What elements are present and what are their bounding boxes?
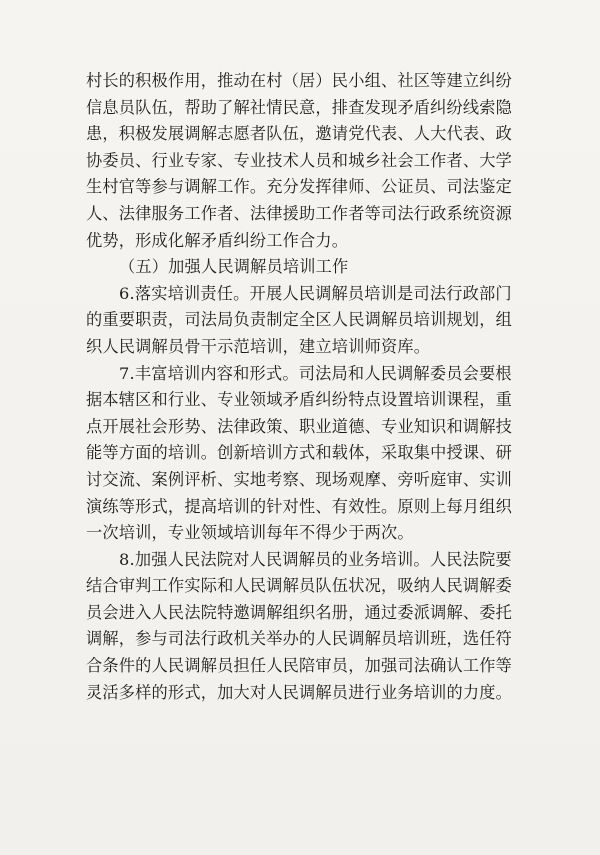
document-text-line: 点开展社会形势、法律政策、职业道德、专业知识和调解技 bbox=[86, 416, 513, 436]
document-text-line: 生村官等参与调解工作。充分发挥律师、公证员、司法鉴定 bbox=[86, 177, 513, 197]
document-text-line: 演练等形式，提高培训的针对性、有效性。原则上每月组织 bbox=[86, 496, 513, 516]
document-text-line: 患，积极发展调解志愿者队伍，邀请党代表、人大代表、政 bbox=[86, 124, 513, 144]
document-body-text bbox=[86, 68, 516, 706]
document-text-line: 6.落实培训责任。开展人民调解员培训是司法行政部门 bbox=[119, 283, 512, 303]
document-text-line: 人、法律服务工作者、法律援助工作者等司法行政系统资源 bbox=[86, 203, 513, 223]
document-text-line: 一次培训，专业领域培训每年不得少于两次。 bbox=[86, 523, 414, 543]
document-text-line: 结合审判工作实际和人民调解员队伍状况，吸纳人民调解委 bbox=[86, 576, 513, 596]
document-text-line: 调解，参与司法行政机关举办的人民调解员培训班，选任符 bbox=[86, 629, 513, 649]
document-text-line: 讨交流、案例评析、实地考察、现场观摩、旁听庭审、实训 bbox=[86, 469, 513, 489]
document-text-line: （五）加强人民调解员培训工作 bbox=[119, 257, 349, 277]
document-text-line: 能等方面的培训。创新培训方式和载体，采取集中授课、研 bbox=[86, 443, 513, 463]
document-text-line: 据本辖区和行业、专业领域矛盾纠纷特点设置培训课程，重 bbox=[86, 390, 513, 410]
document-text-line: 优势，形成化解矛盾纠纷工作合力。 bbox=[86, 230, 349, 250]
document-text-line: 灵活多样的形式，加大对人民调解员进行业务培训的力度。 bbox=[86, 682, 513, 702]
document-text-line: 的重要职责，司法局负责制定全区人民调解员培训规划，组 bbox=[86, 310, 513, 330]
document-text-line: 8.加强人民法院对人民调解员的业务培训。人民法院要 bbox=[119, 549, 512, 569]
document-text-line: 合条件的人民调解员担任人民陪审员，加强司法确认工作等 bbox=[86, 656, 513, 676]
document-text-line: 7.丰富培训内容和形式。司法局和人民调解委员会要根 bbox=[119, 363, 512, 383]
document-text-line: 协委员、行业专家、专业技术人员和城乡社会工作者、大学 bbox=[86, 150, 513, 170]
document-text-line: 员会进入人民法院特邀调解组织名册，通过委派调解、委托 bbox=[86, 602, 513, 622]
document-text-line: 村长的积极作用，推动在村（居）民小组、社区等建立纠纷 bbox=[86, 71, 513, 90]
document-text-line: 信息员队伍，帮助了解社情民意，排查发现矛盾纠纷线索隐 bbox=[86, 97, 513, 117]
document-text-line: 织人民调解员骨干示范培训，建立培训师资库。 bbox=[86, 336, 431, 356]
